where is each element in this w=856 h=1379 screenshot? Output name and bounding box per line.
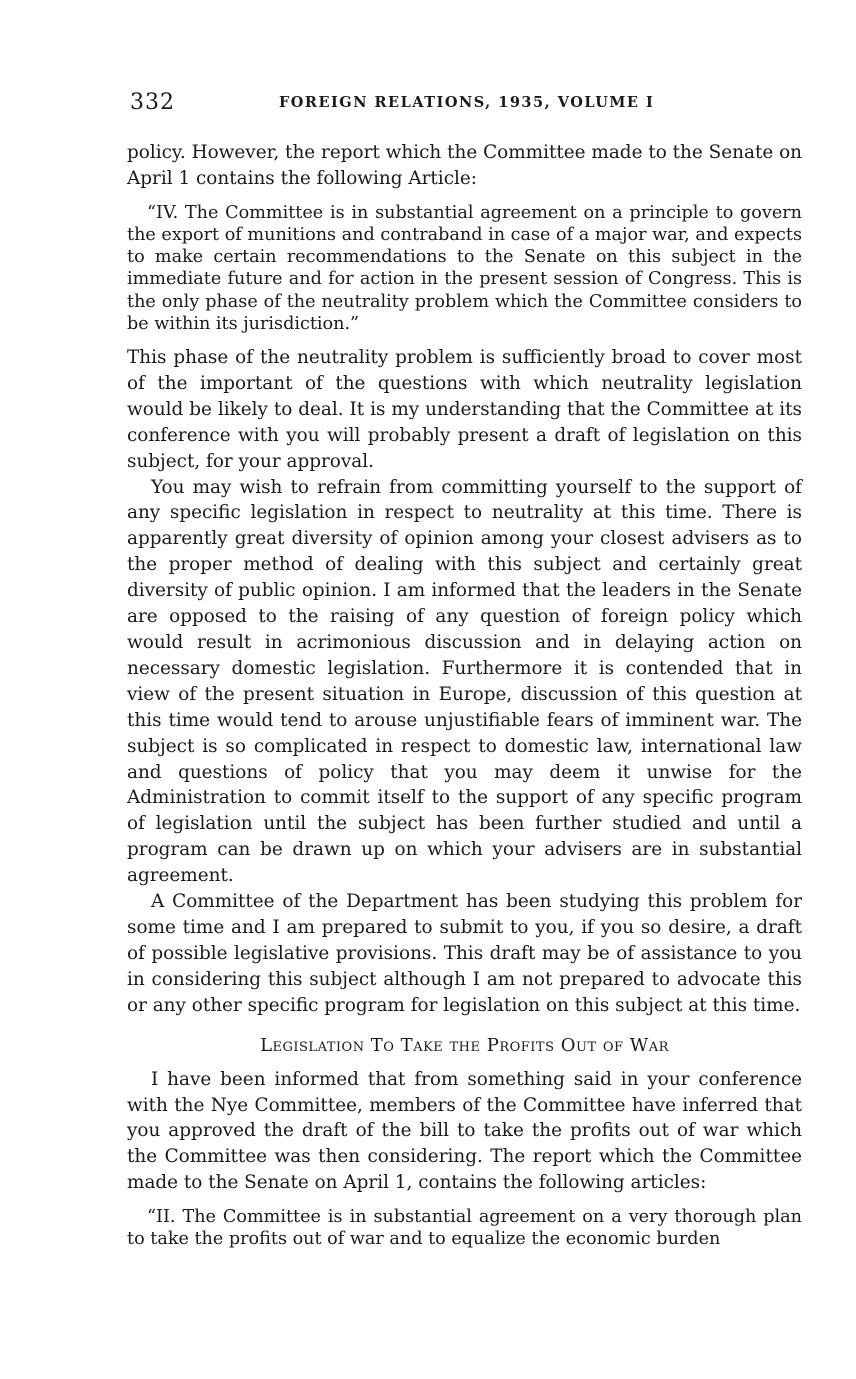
section-heading: Legislation To Take the Profits Out of War bbox=[260, 1034, 669, 1056]
paragraph-1: policy. However, the report which the Committee made to the Senate on April 1 contains the following Article: bbox=[127, 142, 802, 189]
running-title: FOREIGN RELATIONS, 1935, VOLUME I bbox=[279, 94, 655, 111]
running-head bbox=[127, 88, 802, 124]
paragraph-2: This phase of the neutrality problem is sufficiently broad to cover most of the important of the questions with which neutrality legislation would be likely to deal. It is my understanding that the Committee at its conference with you will probably present a draft of legislation on this subject, for your approval. bbox=[127, 347, 802, 472]
document-page bbox=[127, 88, 802, 1251]
paragraph-3: You may wish to refrain from committing yourself to the support of any specific legislation in respect to neutrality at this time. There is apparently great diversity of opinion among your closest advisers as to the proper method of dealing with this subject and certainly great diversity of public opinion. I am informed that the leaders in the Senate are opposed to the raising of any question of foreign policy which would result in acrimonious discussion and in delaying action on necessary domestic legislation. Furthermore it is contended that in view of the present situation in Europe, discussion of this question at this time would tend to arouse unjustifiable fears of imminent war. The subject is so complicated in respect to domestic law, international law and questions of policy that you may deem it unwise for the Administration to commit itself to the support of any specific program of legislation until the subject has been further studied and until a program can be drawn up on which your advisers are in substantial agreement. bbox=[127, 476, 802, 887]
quote-article-ii: “II. The Committee is in substantial agreement on a very thorough plan to take the profits out of war and to equalize the economic burden bbox=[127, 1207, 802, 1250]
page-number: 332 bbox=[130, 90, 175, 115]
quote-article-iv: “IV. The Committee is in substantial agreement on a principle to govern the export of munitions and contraband in case of a major war, and expects to make certain recommendations to the Senate on this subject in the immediate future and for action in the present session of Congress. This is the only phase of the neutrality problem which the Committee considers to be within its jurisdiction.” bbox=[127, 202, 802, 334]
paragraph-5: I have been informed that from something said in your conference with the Nye Committee, members of the Committee have inferred that you approved the draft of the bill to take the profits out of war which the Committee was then considering. The report which the Committee made to the Senate on April 1, contains the following articles: bbox=[127, 1068, 802, 1194]
paragraph-4: A Committee of the Department has been studying this problem for some time and I am prepared to submit to you, if you so desire, a draft of possible legislative provisions. This draft may be of assistance to you in considering this subject although I am not prepared to advocate this or any other specific program for legislation on this subject at this time. bbox=[127, 891, 802, 1016]
